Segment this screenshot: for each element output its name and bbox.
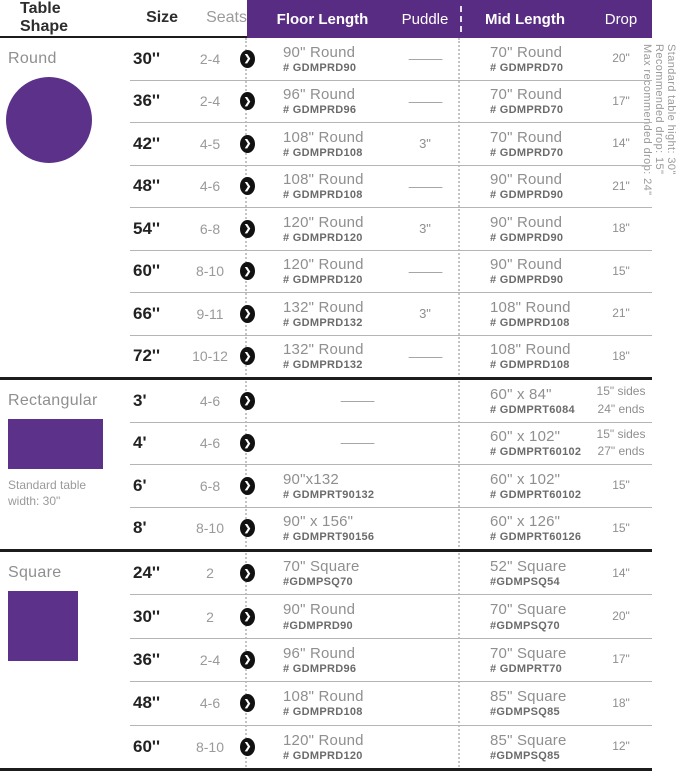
table-row — [130, 594, 652, 637]
arrow-right-icon: ❯ — [240, 694, 255, 712]
shape-column — [0, 380, 130, 549]
arrow-cell — [240, 651, 255, 669]
arrow-cell — [240, 50, 255, 68]
section-square — [0, 549, 652, 768]
size-cell: 30'' — [133, 606, 160, 626]
rectangular-shape — [8, 419, 103, 469]
mid-length-name: 60" x 102" — [490, 428, 561, 446]
mid-length-name: 70" Square — [490, 644, 567, 662]
puddle-cell: 3" — [419, 136, 431, 152]
mid-length-code: # GDMPRD90 — [490, 231, 564, 244]
col-header-drop: Drop — [604, 10, 638, 28]
seats-cell: 2 — [206, 565, 214, 582]
mid-length-code: # GDMPRD70 — [490, 146, 564, 159]
floor-length-code: # GDMPRD132 — [283, 359, 363, 372]
mid-length-name: 108" Round — [490, 341, 571, 359]
floor-length-name: 132" Round — [283, 298, 364, 316]
floor-length-name: 90" Round — [283, 43, 356, 61]
size-cell: 66'' — [133, 303, 160, 323]
table-row — [130, 422, 652, 465]
mid-length-name: 90" Round — [490, 213, 563, 231]
floor-length-name: 132" Round — [283, 341, 364, 359]
floor-length-name: 90" Round — [283, 601, 356, 619]
arrow-right-icon: ❯ — [240, 50, 255, 68]
size-cell: 3' — [133, 390, 147, 410]
mid-length-cell — [460, 86, 590, 116]
mid-length-cell — [460, 129, 590, 159]
dash-placeholder: — — [340, 435, 375, 451]
table-row — [130, 165, 652, 208]
drop-cell: 21" — [612, 178, 630, 193]
drop-cell: 18" — [612, 221, 630, 236]
mid-length-cell — [460, 299, 590, 329]
puddle-cell: 3" — [419, 306, 431, 322]
arrow-right-icon: ❯ — [240, 177, 255, 195]
floor-length-cell — [255, 392, 460, 410]
table-row — [130, 681, 652, 724]
arrow-cell — [240, 177, 255, 195]
mid-length-cell — [460, 688, 590, 718]
table-row — [130, 380, 652, 422]
seats-cell: 4-5 — [199, 135, 221, 152]
col-header-table-shape: Table Shape — [20, 0, 69, 35]
floor-length-name: 108" Round — [283, 171, 364, 189]
mid-length-name: 85" Square — [490, 731, 567, 749]
arrow-cell — [240, 694, 255, 712]
arrow-cell — [240, 477, 255, 495]
mid-length-code: # GDMPRD108 — [490, 316, 570, 329]
mid-length-code: #GDMPSQ70 — [490, 619, 560, 632]
table-body — [0, 38, 652, 771]
shape-label: Round — [8, 50, 57, 67]
drop-line: 15" sides — [596, 384, 646, 399]
seats-cell: 8-10 — [195, 263, 225, 280]
header-dashed-divider — [460, 6, 462, 32]
col-header-puddle: Puddle — [401, 10, 449, 28]
floor-length-code: #GDMPRD90 — [283, 619, 353, 632]
col-header-mid-length: Mid Length — [485, 10, 565, 28]
dash-placeholder: — — [408, 178, 442, 194]
mid-length-name: 90" Round — [490, 171, 563, 189]
mid-length-name: 60" x 126" — [490, 513, 561, 531]
arrow-cell — [240, 564, 255, 582]
floor-length-code: # GDMPRD120 — [283, 274, 363, 287]
section-round — [0, 38, 652, 377]
table-row — [130, 207, 652, 250]
arrow-cell — [240, 305, 255, 323]
floor-length-code: # GDMPRD96 — [283, 104, 357, 117]
arrow-right-icon: ❯ — [240, 392, 255, 410]
dash-placeholder: — — [408, 93, 442, 109]
floor-length-name: 108" Round — [283, 128, 364, 146]
mid-length-cell — [460, 428, 590, 458]
drop-cell — [590, 383, 652, 418]
drop-line: 24" ends — [597, 401, 645, 416]
rows-container — [130, 552, 652, 768]
seats-cell: 8-10 — [195, 520, 225, 537]
floor-length-code: # GDMPRD120 — [283, 231, 363, 244]
drop-cell: 18" — [612, 348, 630, 363]
arrow-right-icon: ❯ — [240, 262, 255, 280]
header-left — [0, 0, 247, 38]
dash-placeholder: — — [408, 348, 442, 364]
seats-cell: 4-6 — [199, 695, 221, 712]
table-row — [130, 292, 652, 335]
rows-container — [130, 380, 652, 549]
seats-cell: 4-6 — [199, 435, 221, 452]
table-header — [0, 0, 652, 38]
floor-length-cell — [255, 299, 390, 329]
mid-length-cell — [460, 44, 590, 74]
puddle-cell — [390, 51, 460, 66]
arrow-cell — [240, 519, 255, 537]
drop-cell: 17" — [612, 652, 630, 667]
floor-length-name: 90"x132 — [283, 470, 339, 488]
mid-length-name: 70" Round — [490, 128, 563, 146]
round-shape — [6, 77, 92, 163]
mid-length-code: # GDMPRD70 — [490, 61, 564, 74]
floor-length-cell — [255, 645, 390, 675]
mid-length-cell — [460, 601, 590, 631]
drop-cell: 15" — [612, 478, 630, 493]
table-row — [130, 725, 652, 768]
floor-length-cell — [255, 44, 390, 74]
seats-cell: 4-6 — [199, 392, 221, 409]
mid-length-name: 52" Square — [490, 558, 567, 576]
seats-cell: 4-6 — [199, 178, 221, 195]
size-cell: 42'' — [133, 133, 160, 153]
seats-cell: 2-4 — [199, 50, 221, 67]
mid-length-cell — [460, 256, 590, 286]
mid-length-name: 85" Square — [490, 688, 567, 706]
arrow-right-icon: ❯ — [240, 135, 255, 153]
arrow-right-icon: ❯ — [240, 347, 255, 365]
puddle-cell — [390, 264, 460, 279]
floor-length-code: # GDMPRD108 — [283, 146, 363, 159]
arrow-cell — [240, 262, 255, 280]
floor-length-cell — [255, 471, 390, 501]
arrow-cell — [240, 135, 255, 153]
table-row — [130, 80, 652, 123]
floor-length-cell — [255, 601, 390, 631]
size-cell: 36'' — [133, 91, 160, 111]
arrow-right-icon: ❯ — [240, 608, 255, 626]
mid-length-cell — [460, 471, 590, 501]
size-cell: 48'' — [133, 693, 160, 713]
table-row — [130, 464, 652, 507]
floor-length-name: 120" Round — [283, 731, 364, 749]
drop-cell: 20" — [612, 608, 630, 623]
mid-length-code: # GDMPRD90 — [490, 274, 564, 287]
table-row — [130, 335, 652, 378]
size-cell: 30'' — [133, 48, 160, 68]
floor-length-code: #GDMPSQ70 — [283, 576, 353, 589]
table-row — [130, 250, 652, 293]
seats-cell: 2-4 — [199, 93, 221, 110]
arrow-cell — [240, 92, 255, 110]
mid-length-name: 60" x 102" — [490, 470, 561, 488]
arrow-right-icon: ❯ — [240, 305, 255, 323]
mid-length-code: # GDMPRT60102 — [490, 488, 582, 501]
floor-length-name: 96" Round — [283, 86, 356, 104]
mid-length-cell — [460, 341, 590, 371]
arrow-right-icon: ❯ — [240, 434, 255, 452]
mid-length-cell — [460, 558, 590, 588]
drop-cell: 21" — [612, 306, 630, 321]
shape-label: Square — [8, 564, 62, 581]
size-cell: 48'' — [133, 176, 160, 196]
floor-length-name: 120" Round — [283, 256, 364, 274]
table-row — [130, 507, 652, 550]
floor-length-name: 96" Round — [283, 644, 356, 662]
size-cell: 72'' — [133, 346, 160, 366]
table-row — [130, 38, 652, 80]
arrow-cell — [240, 392, 255, 410]
table-row — [130, 552, 652, 594]
mid-length-cell — [460, 645, 590, 675]
shape-caption: Standard table width: 30" — [8, 478, 87, 509]
arrow-right-icon: ❯ — [240, 738, 255, 756]
puddle-cell — [390, 349, 460, 364]
floor-length-code: # GDMPRT90132 — [283, 488, 375, 501]
mid-length-cell — [460, 171, 590, 201]
mid-length-code: #GDMPSQ85 — [490, 706, 560, 719]
table-row — [130, 122, 652, 165]
header-purple-band — [247, 0, 652, 38]
floor-length-cell — [255, 732, 390, 762]
table-row — [130, 638, 652, 681]
col-header-floor-length: Floor Length — [276, 10, 369, 28]
floor-length-code: # GDMPRD108 — [283, 189, 363, 202]
mid-length-name: 70" Round — [490, 86, 563, 104]
arrow-right-icon: ❯ — [240, 564, 255, 582]
mid-length-code: # GDMPRD70 — [490, 104, 564, 117]
floor-length-cell — [255, 341, 390, 371]
floor-length-cell — [255, 214, 390, 244]
mid-length-name: 70" Square — [490, 601, 567, 619]
mid-length-code: #GDMPSQ54 — [490, 576, 560, 589]
arrow-cell — [240, 347, 255, 365]
mid-length-name: 70" Round — [490, 43, 563, 61]
size-cell: 60'' — [133, 261, 160, 281]
seats-cell: 10-12 — [192, 348, 228, 365]
mid-length-cell — [460, 214, 590, 244]
rows-container — [130, 38, 652, 377]
floor-length-cell — [255, 513, 390, 543]
floor-length-cell — [255, 86, 390, 116]
mid-length-code: #GDMPSQ85 — [490, 749, 560, 762]
dash-placeholder: — — [408, 263, 442, 279]
mid-length-cell — [460, 732, 590, 762]
seats-cell: 2 — [206, 608, 214, 625]
side-note-standard-height: Standard table hight: 30" — [665, 44, 677, 175]
floor-length-cell — [255, 434, 460, 452]
floor-length-code: # GDMPRT90156 — [283, 531, 375, 544]
drop-line: 27" ends — [597, 444, 645, 459]
size-cell: 36'' — [133, 649, 160, 669]
arrow-right-icon: ❯ — [240, 651, 255, 669]
puddle-cell — [390, 94, 460, 109]
side-note-max-drop: Max recommended drop: 24" — [641, 44, 653, 196]
floor-length-name: 120" Round — [283, 213, 364, 231]
mid-length-code: # GDMPRT6084 — [490, 403, 575, 416]
floor-length-cell — [255, 558, 390, 588]
mid-length-name: 108" Round — [490, 298, 571, 316]
mid-length-name: 90" Round — [490, 256, 563, 274]
seats-cell: 6-8 — [199, 477, 221, 494]
drop-cell: 12" — [612, 739, 630, 754]
mid-length-code: # GDMPRT70 — [490, 663, 563, 676]
size-cell: 6' — [133, 475, 147, 495]
seats-cell: 2-4 — [199, 651, 221, 668]
floor-length-code: # GDMPRD132 — [283, 316, 363, 329]
drop-cell: 18" — [612, 695, 630, 710]
mid-length-code: # GDMPRD108 — [490, 359, 570, 372]
floor-length-cell — [255, 688, 390, 718]
floor-length-cell — [255, 171, 390, 201]
floor-length-name: 108" Round — [283, 688, 364, 706]
mid-length-cell — [460, 513, 590, 543]
floor-length-code: # GDMPRD120 — [283, 749, 363, 762]
floor-length-name: 70" Square — [283, 558, 360, 576]
seats-cell: 8-10 — [195, 738, 225, 755]
mid-length-code: # GDMPRD90 — [490, 189, 564, 202]
col-header-seats: Seats — [206, 9, 247, 26]
square-shape — [8, 591, 78, 661]
drop-cell: 14" — [612, 565, 630, 580]
size-cell: 4' — [133, 433, 147, 453]
floor-length-cell — [255, 129, 390, 159]
floor-length-code: # GDMPRD108 — [283, 706, 363, 719]
drop-cell: 17" — [612, 93, 630, 108]
table-body-sections — [0, 38, 652, 771]
size-cell: 8' — [133, 518, 147, 538]
mid-length-name: 60" x 84" — [490, 385, 552, 403]
seats-cell: 6-8 — [199, 220, 221, 237]
size-cell: 54'' — [133, 218, 160, 238]
shape-column — [0, 552, 130, 768]
shape-label: Rectangular — [8, 392, 98, 409]
floor-length-code: # GDMPRD90 — [283, 61, 357, 74]
drop-line: 15" sides — [596, 426, 646, 441]
arrow-cell — [240, 220, 255, 238]
dash-placeholder: — — [408, 51, 442, 67]
puddle-cell: 3" — [419, 221, 431, 237]
mid-length-cell — [460, 386, 590, 416]
drop-cell: 20" — [612, 51, 630, 66]
shape-column — [0, 38, 130, 377]
arrow-cell — [240, 608, 255, 626]
arrow-right-icon: ❯ — [240, 220, 255, 238]
drop-cell — [590, 426, 652, 461]
side-note-recommended-drop: Recommended drop: 15" — [653, 44, 665, 175]
arrow-cell — [240, 434, 255, 452]
drop-cell: 15" — [612, 520, 630, 535]
arrow-right-icon: ❯ — [240, 477, 255, 495]
floor-length-code: # GDMPRD96 — [283, 663, 357, 676]
floor-length-name: 90" x 156" — [283, 513, 354, 531]
arrow-right-icon: ❯ — [240, 519, 255, 537]
seats-cell: 9-11 — [196, 305, 224, 322]
drop-cell: 15" — [612, 263, 630, 278]
floor-length-cell — [255, 256, 390, 286]
mid-length-code: # GDMPRT60102 — [490, 446, 582, 459]
col-header-size: Size — [146, 9, 179, 26]
dash-placeholder: — — [340, 392, 375, 408]
size-cell: 24'' — [133, 563, 160, 583]
puddle-cell — [390, 179, 460, 194]
section-rectangular — [0, 377, 652, 549]
arrow-right-icon: ❯ — [240, 92, 255, 110]
drop-cell: 14" — [612, 136, 630, 151]
mid-length-code: # GDMPRT60126 — [490, 531, 582, 544]
size-cell: 60'' — [133, 736, 160, 756]
arrow-cell — [240, 738, 255, 756]
